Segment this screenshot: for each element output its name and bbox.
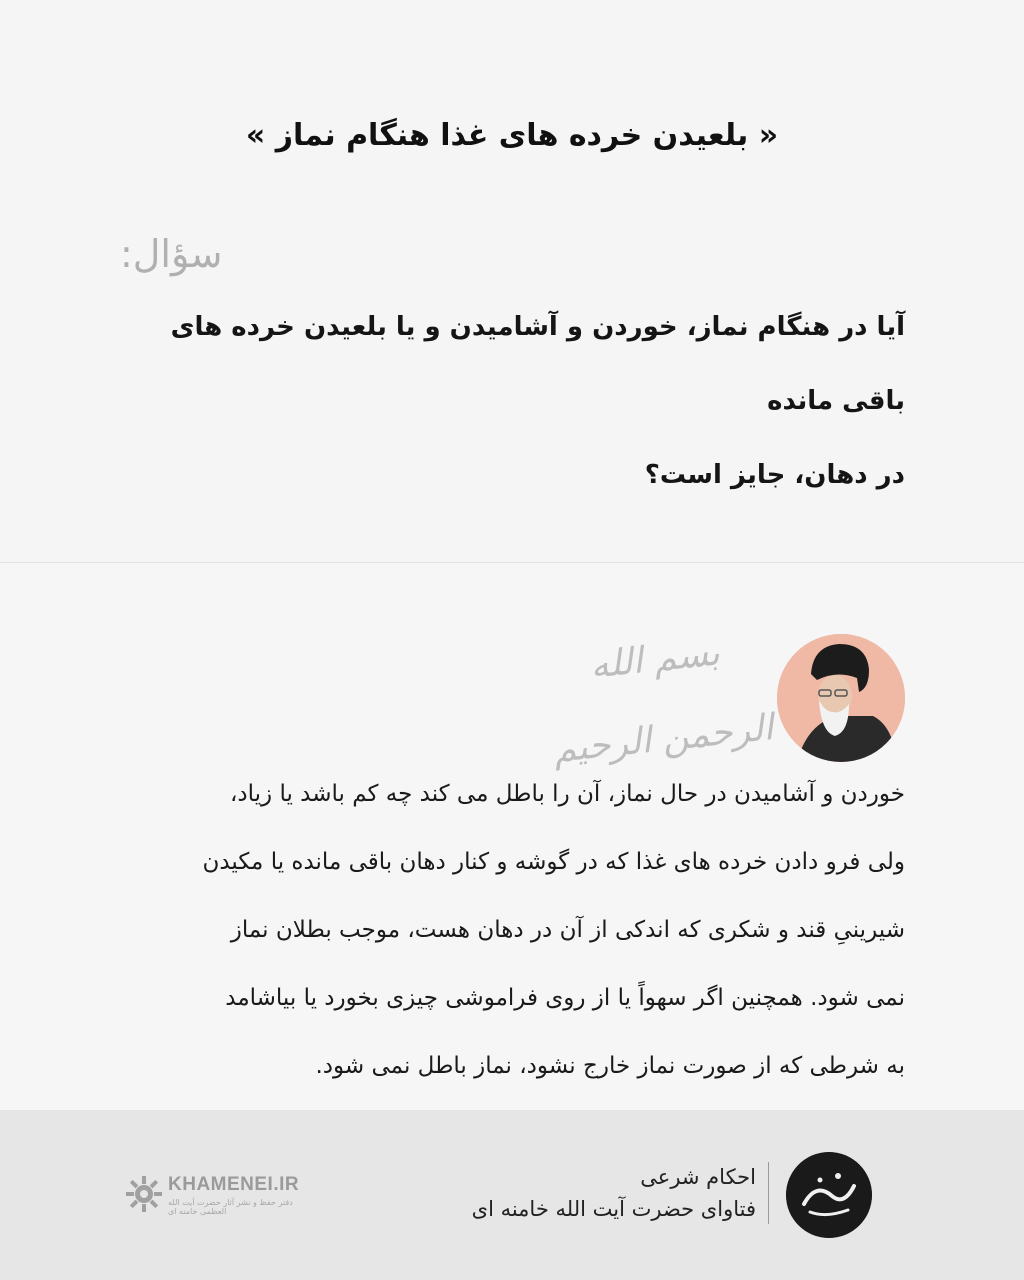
footer-subtitle: فتاوای حضرت آیت الله خامنه ای bbox=[471, 1197, 756, 1221]
site-subtitle: دفتر حفظ و نشر آثار حضرت آیت الله العظمی خامنه ای bbox=[168, 1198, 293, 1216]
page-title: « بلعیدن خرده های غذا هنگام نماز » bbox=[245, 118, 779, 153]
answer-line: خوردن و آشامیدن در حال نماز، آن را باطل می کند چه کم باشد یا زیاد، bbox=[229, 781, 905, 807]
question-text bbox=[120, 290, 905, 512]
answer-line: ولی فرو دادن خرده های غذا که در گوشه و کنار دهان باقی مانده یا مکیدن bbox=[202, 849, 905, 875]
footer-title: احکام شرعی bbox=[640, 1165, 756, 1189]
answer-line: شیرینیِ قند و شکری که اندکی از آن در دهان هست، موجب بطلان نماز bbox=[230, 917, 905, 943]
site-name: KHAMENEI.IR bbox=[168, 1174, 300, 1195]
question-label: سؤال: bbox=[120, 232, 223, 276]
answer-line: به شرطی که از صورت نماز خارج نشود، نماز باطل نمی شود. bbox=[315, 1053, 905, 1079]
footer-separator bbox=[768, 1162, 769, 1224]
answer-line: نمی شود. همچنین اگر سهواً یا از روی فراموشی چیزی بخورد یا بیاشامد bbox=[225, 985, 905, 1011]
portrait-icon bbox=[777, 634, 905, 762]
bismillah-signature: بسم الله الرحمن الرحیم bbox=[551, 632, 776, 771]
calligraphy-logo-icon bbox=[786, 1152, 872, 1238]
series-logo bbox=[786, 1152, 872, 1238]
gear-icon bbox=[124, 1174, 164, 1214]
question-line: آیا در هنگام نماز، خوردن و آشامیدن و یا بلعیدن خرده های باقی مانده bbox=[170, 312, 905, 416]
answer-text bbox=[110, 760, 905, 1100]
site-logo[interactable] bbox=[124, 1172, 324, 1216]
portrait-avatar bbox=[777, 634, 905, 762]
question-line: در دهان، جایز است؟ bbox=[644, 460, 905, 490]
